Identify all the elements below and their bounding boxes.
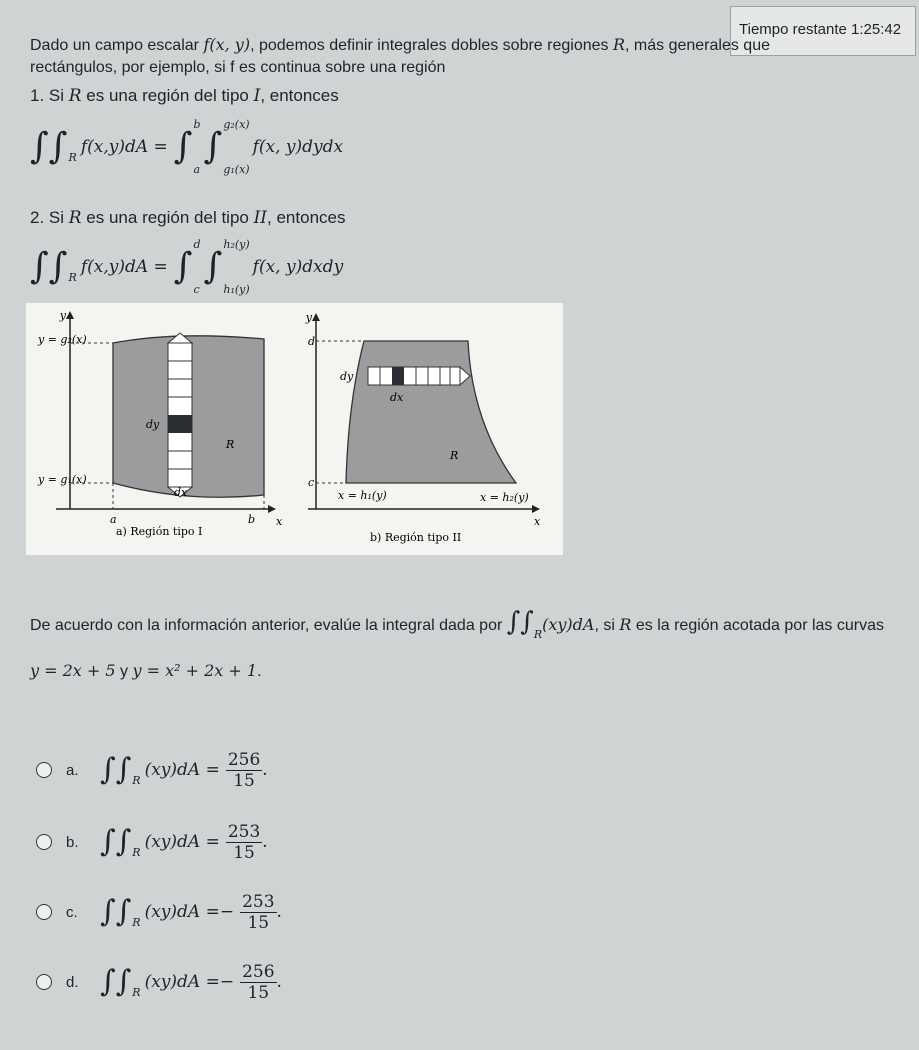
denominator: 15 [233,770,255,791]
sign: − [219,902,235,922]
double-integral-sign: ∫∫ [100,752,132,787]
strip-dark-cell [168,415,192,433]
formula-lhs: f(x,y)dA = [80,137,168,157]
outer-limits [194,118,201,176]
curve-2: y = x² + 2x + 1 [132,661,258,680]
b-label: b [248,513,256,526]
intro-expr-r: R [612,35,626,54]
item-2-heading [30,208,345,228]
option-letter: d. [66,973,79,991]
horizontal-strip [368,367,460,385]
item-number: 1. [30,86,45,105]
integral-sign-outer: ∫ [173,126,193,167]
curve-1: y = 2x + 5 [30,661,116,680]
numerator: 253 [242,891,275,912]
x-axis-arrow [268,505,276,513]
formula-type-1 [30,118,343,176]
item-1-heading [30,86,339,106]
integral-region: R [533,628,543,641]
question-integral [506,607,595,641]
formula-rhs: f(x, y)dxdy [252,257,344,277]
lower-limit: a [193,163,201,176]
option-letter: c. [66,903,78,921]
item-region: R [68,86,82,106]
integral-sign-inner: ∫ [203,246,223,287]
intro-text: Dado un campo escalar [30,37,204,54]
fraction [226,750,262,791]
x-axis-arrow [532,505,540,513]
left-curve-label: x = h₁(y) [338,489,387,502]
inner-limits [223,118,249,176]
option-expression [100,750,268,791]
dx-label: dx [174,486,188,499]
x-axis-label: x [534,515,541,528]
double-integral-sign: ∫∫ [100,894,132,929]
double-integral-sign: ∫∫ [100,964,132,999]
integral-region: R [68,150,77,164]
item-text: , entonces [260,86,339,105]
integrand: (xy)dA [542,615,595,634]
dy-label: dy [146,418,160,431]
region-types-figure [26,303,563,555]
integrand: (xy)dA = [144,832,220,852]
question-region: R [619,615,632,634]
option-expression [100,822,268,863]
timer-value: 1:25:42 [851,21,902,38]
item-text: , entonces [267,208,346,227]
upper-limit: g₂(x) [223,118,250,131]
item-text: Si [48,208,69,227]
option-expression [100,962,282,1003]
bottom-curve-label: y = g₁(x) [38,473,87,486]
d-label: d [308,335,316,348]
integral-region: R [68,270,77,284]
radio-button[interactable] [36,762,52,778]
formula-rhs: f(x, y)dydx [252,137,344,157]
region-type-2-diagram [305,311,541,544]
upper-limit: b [193,118,201,131]
fraction [240,962,276,1003]
answer-option-c[interactable] [36,882,282,942]
answer-option-d[interactable] [36,952,282,1012]
y-axis-label: y [305,311,312,324]
integral-region: R [132,915,141,929]
intro-text: , podemos definir integrales dobles sobre regiones [250,37,613,54]
integrand: (xy)dA = [144,902,220,922]
integrand: (xy)dA = [144,760,220,780]
fraction [226,822,262,863]
intro-text: , más generales que rectángulos, por ejemplo, si f es continua sobre una región [30,37,770,76]
period: . [262,832,268,852]
x-axis-label: x [276,515,283,528]
formula-type-2 [30,238,343,296]
region-label: R [226,438,235,451]
question-text [30,600,890,694]
option-letter: b. [66,833,79,851]
answer-option-b[interactable] [36,812,268,872]
timer-label: Tiempo restante [739,21,847,38]
dy-label: dy [340,370,354,383]
denominator: 15 [247,912,270,933]
numerator: 256 [242,961,275,982]
lower-limit: g₁(x) [223,163,250,176]
item-text: es una región del tipo [81,86,254,105]
outer-limits [194,238,201,296]
double-integral-sign: ∫∫ [30,246,68,287]
denominator: 15 [247,982,270,1003]
answer-option-a[interactable] [36,740,268,800]
numerator: 253 [227,821,261,842]
strip-dark-cell [392,367,404,385]
caption-type-2: b) Región tipo II [370,531,462,544]
denominator: 15 [233,842,255,863]
integral-sign-inner: ∫ [203,126,223,167]
double-integral-sign: ∫∫ [506,607,534,637]
question-text-part: y [115,663,133,680]
formula-lhs: f(x,y)dA = [80,257,168,277]
c-label: c [308,476,315,489]
top-curve-label: y = g₂(x) [38,333,87,346]
item-type: II [253,208,268,228]
double-integral-sign: ∫∫ [30,126,68,167]
item-type: I [253,86,261,106]
radio-button[interactable] [36,974,52,990]
integral-region: R [132,845,141,859]
right-curve-label: x = h₂(y) [480,491,529,504]
lower-limit: c [193,283,200,296]
option-expression [100,892,282,933]
y-axis-arrow [312,313,320,321]
dx-label: dx [390,391,404,404]
question-text-part: , si [594,617,620,634]
period: . [276,972,282,992]
a-label: a [110,513,117,526]
integral-region: R [132,773,141,787]
double-integral-sign: ∫∫ [100,824,132,859]
region-type-1-diagram [37,309,283,538]
period: . [276,902,282,922]
fraction [240,892,276,933]
region-diagram [26,303,563,555]
lower-limit: h₁(y) [223,283,250,296]
option-letter: a. [66,761,79,779]
question-text-part: es la región acotada por las curvas [631,617,884,634]
radio-button[interactable] [36,904,52,920]
integral-sign-outer: ∫ [173,246,193,287]
item-number: 2. [30,208,45,227]
region-r-shape [346,341,516,483]
integral-region: R [132,985,141,999]
item-region: R [68,208,82,228]
item-text: es una región del tipo [81,208,254,227]
inner-limits [223,238,249,296]
question-text-part: De acuerdo con la información anterior, evalúe la integral dada por [30,617,507,634]
sign: − [219,972,235,992]
upper-limit: d [193,238,201,251]
numerator: 256 [227,749,261,770]
y-axis-arrow [66,311,74,319]
question-text-part: . [257,663,262,680]
item-text: Si [48,86,69,105]
y-axis-label: y [59,309,66,322]
upper-limit: h₂(y) [223,238,250,251]
intro-expr-f: f(x, y) [203,35,251,54]
integrand: (xy)dA = [144,972,220,992]
period: . [262,760,268,780]
caption-type-1: a) Región tipo I [116,525,203,538]
radio-button[interactable] [36,834,52,850]
intro-paragraph [30,34,860,79]
region-label: R [450,449,459,462]
